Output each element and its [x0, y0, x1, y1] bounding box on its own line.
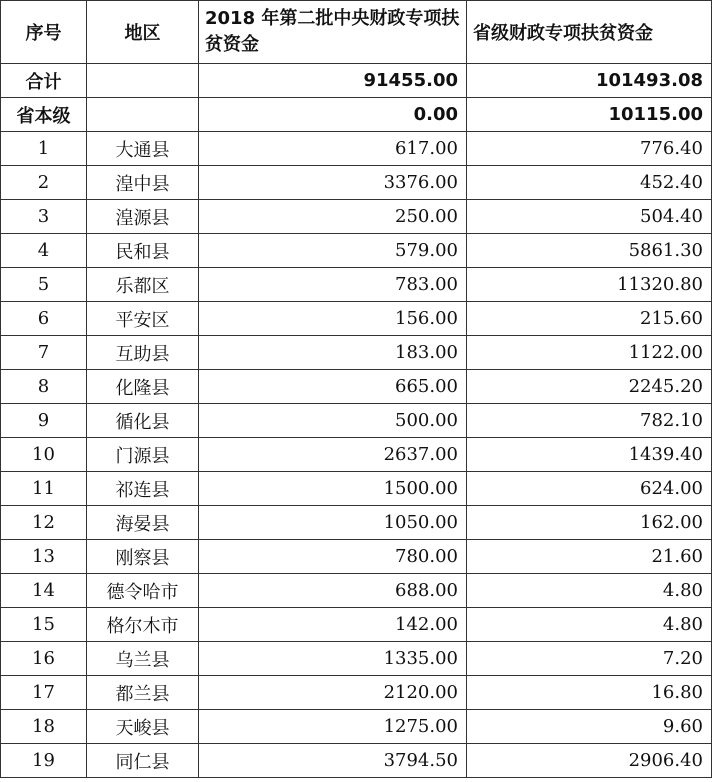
header-region: 地区	[87, 1, 199, 64]
row-provincial-fund: 504.40	[467, 200, 712, 234]
row-index: 7	[1, 336, 87, 370]
summary-empty-cell	[87, 98, 199, 132]
row-index: 9	[1, 404, 87, 438]
row-index: 16	[1, 642, 87, 676]
row-region: 祁连县	[87, 472, 199, 506]
row-provincial-fund: 9.60	[467, 710, 712, 744]
row-provincial-fund: 5861.30	[467, 234, 712, 268]
row-index: 4	[1, 234, 87, 268]
table-row	[1, 506, 712, 540]
row-index: 11	[1, 472, 87, 506]
table-row	[1, 676, 712, 710]
table-row	[1, 336, 712, 370]
row-provincial-fund: 2906.40	[467, 744, 712, 778]
row-region: 都兰县	[87, 676, 199, 710]
table-row	[1, 404, 712, 438]
row-provincial-fund: 7.20	[467, 642, 712, 676]
row-provincial-fund: 4.80	[467, 608, 712, 642]
row-provincial-fund: 2245.20	[467, 370, 712, 404]
row-region: 天峻县	[87, 710, 199, 744]
summary-central: 91455.00	[199, 64, 467, 98]
row-index: 14	[1, 574, 87, 608]
summary-row-provincial-level	[1, 98, 712, 132]
summary-provincial: 10115.00	[467, 98, 712, 132]
row-provincial-fund: 782.10	[467, 404, 712, 438]
table-row	[1, 472, 712, 506]
row-central-fund: 3794.50	[199, 744, 467, 778]
row-central-fund: 1050.00	[199, 506, 467, 540]
row-central-fund: 688.00	[199, 574, 467, 608]
row-central-fund: 183.00	[199, 336, 467, 370]
row-central-fund: 2637.00	[199, 438, 467, 472]
summary-row-total	[1, 64, 712, 98]
table-row	[1, 642, 712, 676]
row-provincial-fund: 624.00	[467, 472, 712, 506]
row-provincial-fund: 11320.80	[467, 268, 712, 302]
row-index: 2	[1, 166, 87, 200]
row-index: 17	[1, 676, 87, 710]
summary-label: 合计	[1, 64, 87, 98]
row-central-fund: 3376.00	[199, 166, 467, 200]
row-region: 化隆县	[87, 370, 199, 404]
row-region: 湟源县	[87, 200, 199, 234]
header-row	[1, 1, 712, 64]
row-provincial-fund: 162.00	[467, 506, 712, 540]
table-row	[1, 166, 712, 200]
row-provincial-fund: 16.80	[467, 676, 712, 710]
row-index: 1	[1, 132, 87, 166]
row-central-fund: 250.00	[199, 200, 467, 234]
summary-provincial: 101493.08	[467, 64, 712, 98]
row-central-fund: 156.00	[199, 302, 467, 336]
row-region: 德令哈市	[87, 574, 199, 608]
header-provincial-fund: 省级财政专项扶贫资金	[467, 1, 712, 64]
row-central-fund: 780.00	[199, 540, 467, 574]
row-region: 民和县	[87, 234, 199, 268]
summary-central: 0.00	[199, 98, 467, 132]
row-index: 15	[1, 608, 87, 642]
row-provincial-fund: 452.40	[467, 166, 712, 200]
row-provincial-fund: 215.60	[467, 302, 712, 336]
row-central-fund: 665.00	[199, 370, 467, 404]
table-row	[1, 370, 712, 404]
row-index: 5	[1, 268, 87, 302]
row-index: 12	[1, 506, 87, 540]
summary-empty-cell	[87, 64, 199, 98]
row-region: 互助县	[87, 336, 199, 370]
row-provincial-fund: 1122.00	[467, 336, 712, 370]
row-central-fund: 783.00	[199, 268, 467, 302]
row-region: 大通县	[87, 132, 199, 166]
row-central-fund: 142.00	[199, 608, 467, 642]
table-row	[1, 574, 712, 608]
row-index: 3	[1, 200, 87, 234]
table-row	[1, 268, 712, 302]
row-index: 10	[1, 438, 87, 472]
row-region: 平安区	[87, 302, 199, 336]
header-central-fund: 2018 年第二批中央财政专项扶贫资金	[199, 1, 467, 64]
row-central-fund: 579.00	[199, 234, 467, 268]
table-row	[1, 302, 712, 336]
row-provincial-fund: 776.40	[467, 132, 712, 166]
row-central-fund: 1500.00	[199, 472, 467, 506]
row-central-fund: 617.00	[199, 132, 467, 166]
row-region: 乐都区	[87, 268, 199, 302]
row-region: 湟中县	[87, 166, 199, 200]
row-region: 循化县	[87, 404, 199, 438]
summary-label: 省本级	[1, 98, 87, 132]
table-row	[1, 438, 712, 472]
row-region: 海晏县	[87, 506, 199, 540]
table-row	[1, 540, 712, 574]
row-index: 13	[1, 540, 87, 574]
row-central-fund: 2120.00	[199, 676, 467, 710]
table-row	[1, 200, 712, 234]
row-region: 刚察县	[87, 540, 199, 574]
header-index: 序号	[1, 1, 87, 64]
table-row	[1, 744, 712, 778]
row-index: 19	[1, 744, 87, 778]
row-index: 6	[1, 302, 87, 336]
table-row	[1, 234, 712, 268]
row-region: 乌兰县	[87, 642, 199, 676]
row-region: 格尔木市	[87, 608, 199, 642]
row-index: 8	[1, 370, 87, 404]
row-provincial-fund: 21.60	[467, 540, 712, 574]
row-provincial-fund: 1439.40	[467, 438, 712, 472]
row-central-fund: 1275.00	[199, 710, 467, 744]
table-row	[1, 608, 712, 642]
table-row	[1, 132, 712, 166]
row-index: 18	[1, 710, 87, 744]
row-region: 同仁县	[87, 744, 199, 778]
row-region: 门源县	[87, 438, 199, 472]
row-provincial-fund: 4.80	[467, 574, 712, 608]
row-central-fund: 500.00	[199, 404, 467, 438]
table-row	[1, 710, 712, 744]
row-central-fund: 1335.00	[199, 642, 467, 676]
